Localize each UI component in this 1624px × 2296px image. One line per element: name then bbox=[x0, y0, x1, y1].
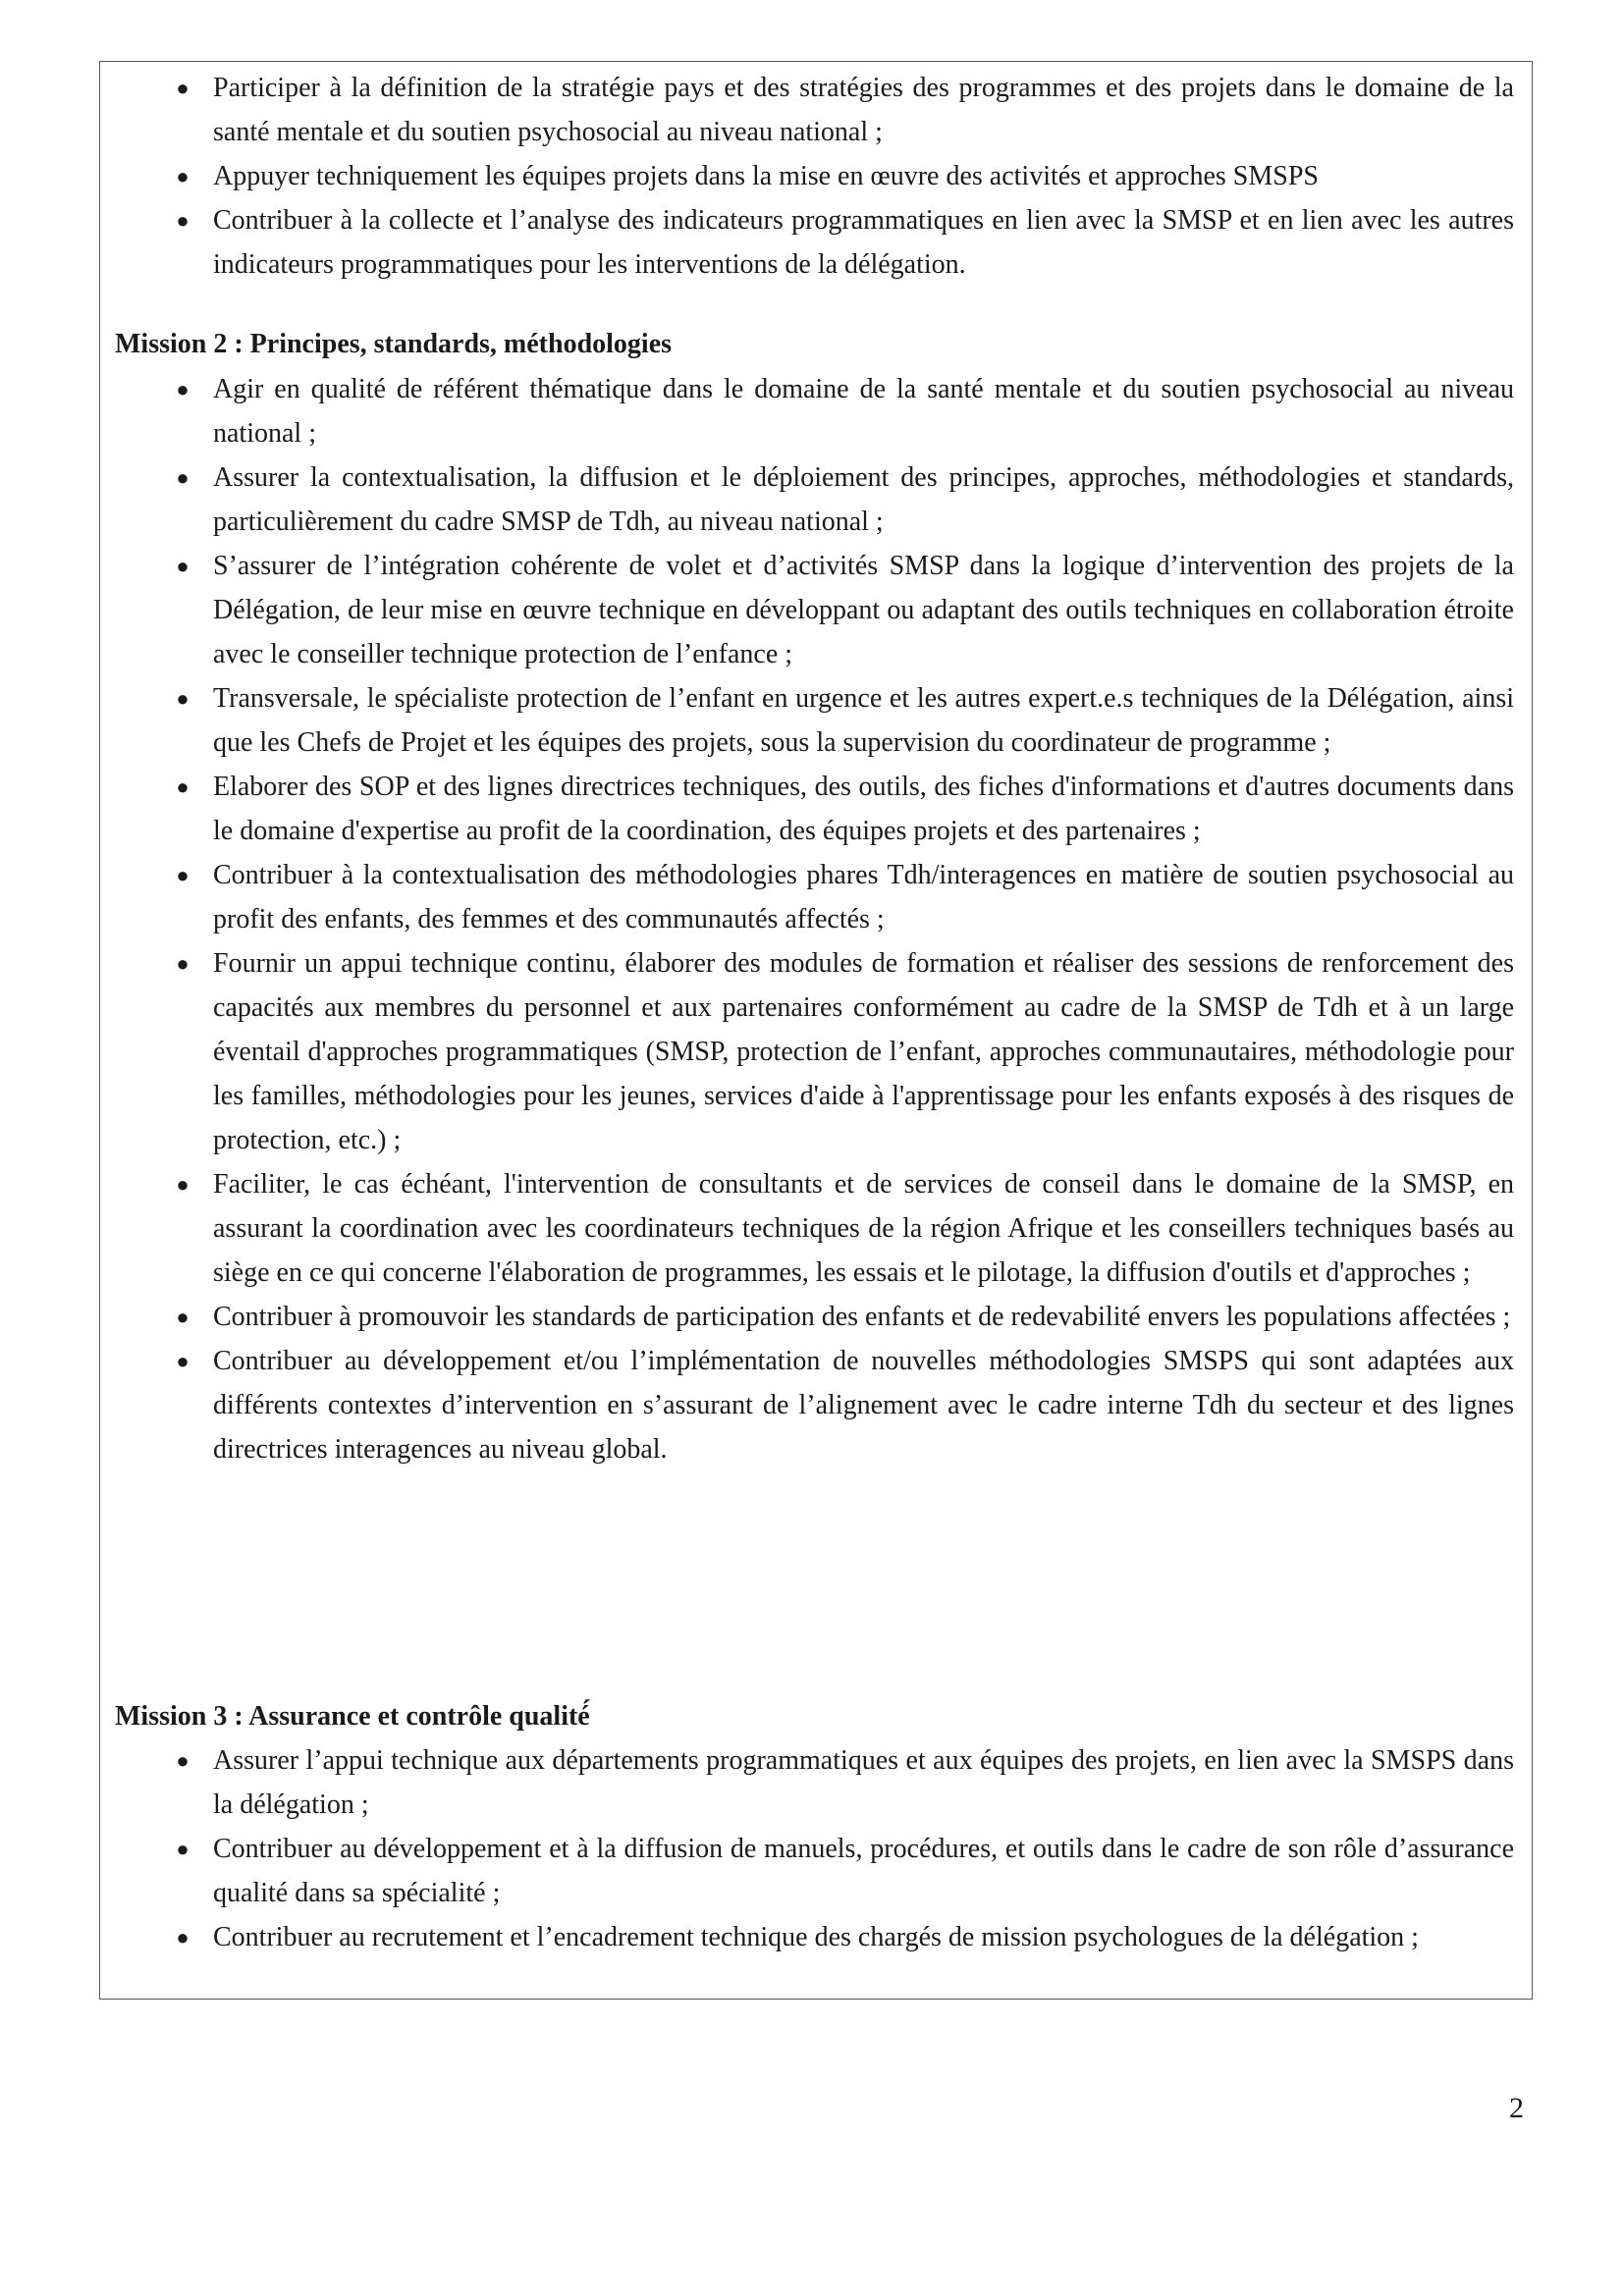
list-item: ● Contribuer à promouvoir les standards de participation des enfants et de redevabilité envers les populations affectées ; bbox=[100, 1295, 1532, 1339]
list-item: ● Appuyer techniquement les équipes projets dans la mise en œuvre des activités et approches SMSPS bbox=[100, 154, 1532, 198]
bullet-icon: ● bbox=[176, 686, 189, 711]
list-item: ● Contribuer au recrutement et l’encadrement technique des chargés de mission psychologues de la délégation ; bbox=[100, 1915, 1532, 1959]
mission2-heading: Mission 2 : Principes, standards, méthodologies bbox=[115, 329, 673, 359]
mission3-heading: Mission 3 : Assurance et contrôle qualité́ bbox=[115, 1701, 590, 1732]
bullet-icon: ● bbox=[176, 1172, 189, 1197]
bullet-icon: ● bbox=[176, 951, 189, 976]
bullet-icon: ● bbox=[176, 1837, 189, 1861]
list-item: ● Contribuer au développement et/ou l’implémentation de nouvelles méthodologies SMSPS qui sont adaptées aux différents contextes d’intervention en s’assurant de l’alignement avec le cadre interne Tdh du secteur et des lignes directrices interagences au niveau global. bbox=[100, 1339, 1532, 1471]
bullet-icon: ● bbox=[176, 208, 189, 233]
list-item: ● Contribuer au développement et à la diffusion de manuels, procédures, et outils dans le cadre de son rôle d’assurance qualité dans sa spécialité ; bbox=[100, 1827, 1532, 1915]
list-item: ● Transversale, le spécialiste protection de l’enfant en urgence et les autres expert.e.s techniques de la Délégation, ainsi que les Chefs de Projet et les équipes des projets, sous la supervision du coordinateur de programme ; bbox=[100, 676, 1532, 765]
list-item: ● Contribuer à la collecte et l’analyse des indicateurs programmatiques en lien avec la SMSP et en lien avec les autres indicateurs programmatiques pour les interventions de la délégation. bbox=[100, 198, 1532, 287]
bullet-icon: ● bbox=[176, 465, 189, 490]
content-frame bbox=[99, 61, 1533, 2000]
list-item: ● Assurer la contextualisation, la diffusion et le déploiement des principes, approches, méthodologies et standards, particulièrement du cadre SMSP de Tdh, au niveau national ; bbox=[100, 455, 1532, 544]
bullet-icon: ● bbox=[176, 377, 189, 401]
bullet-icon: ● bbox=[176, 1748, 189, 1773]
bullet-icon: ● bbox=[176, 1349, 189, 1373]
list-item: ● Elaborer des SOP et des lignes directrices techniques, des outils, des fiches d'informations et d'autres documents dans le domaine d'expertise au profit de la coordination, des équipes projets et des partenaires ; bbox=[100, 765, 1532, 853]
list-item: ● Faciliter, le cas échéant, l'intervention de consultants et de services de conseil dans le domaine de la SMSP, en assurant la coordination avec les coordinateurs techniques de la région Afrique et les conseillers techniques basés au siège en ce qui concerne l'élaboration de programmes, les essais et le pilotage, la diffusion d'outils et d'approches ; bbox=[100, 1162, 1532, 1295]
continued-list bbox=[100, 66, 1532, 287]
list-item: ● Assurer l’appui technique aux départements programmatiques et aux équipes des projets, en lien avec la SMSPS dans la délégation ; bbox=[100, 1738, 1532, 1827]
list-item: ● Participer à la définition de la stratégie pays et des stratégies des programmes et des projets dans le domaine de la santé mentale et du soutien psychosocial au niveau national ; bbox=[100, 66, 1532, 154]
mission2-list bbox=[100, 367, 1532, 1471]
list-item: ● S’assurer de l’intégration cohérente de volet et d’activités SMSP dans la logique d’intervention des projets de la Délégation, de leur mise en œuvre technique en développant ou adaptant des outils techniques en collaboration étroite avec le conseiller technique protection de l’enfance ; bbox=[100, 544, 1532, 676]
bullet-icon: ● bbox=[176, 164, 189, 188]
bullet-icon: ● bbox=[176, 554, 189, 578]
list-item: ● Fournir un appui technique continu, élaborer des modules de formation et réaliser des sessions de renforcement des capacités aux membres du personnel et aux partenaires conformément au cadre de la SMSP de Tdh et à un large éventail d'approches programmatiques (SMSP, protection de l’enfant, approches communautaires, méthodologie pour les familles, méthodologies pour les jeunes, services d'aide à l'apprentissage pour les enfants exposés à des risques de protection, etc.) ; bbox=[100, 941, 1532, 1162]
page-number: 2 bbox=[1509, 2092, 1524, 2124]
bullet-icon: ● bbox=[176, 1925, 189, 1949]
bullet-icon: ● bbox=[176, 76, 189, 100]
bullet-icon: ● bbox=[176, 1305, 189, 1329]
mission3-list bbox=[100, 1738, 1532, 1959]
bullet-icon: ● bbox=[176, 863, 189, 887]
list-item: ● Agir en qualité de référent thématique dans le domaine de la santé mentale et du soutien psychosocial au niveau national ; bbox=[100, 367, 1532, 455]
list-item: ● Contribuer à la contextualisation des méthodologies phares Tdh/interagences en matière de soutien psychosocial au profit des enfants, des femmes et des communautés affectés ; bbox=[100, 853, 1532, 941]
bullet-icon: ● bbox=[176, 774, 189, 799]
